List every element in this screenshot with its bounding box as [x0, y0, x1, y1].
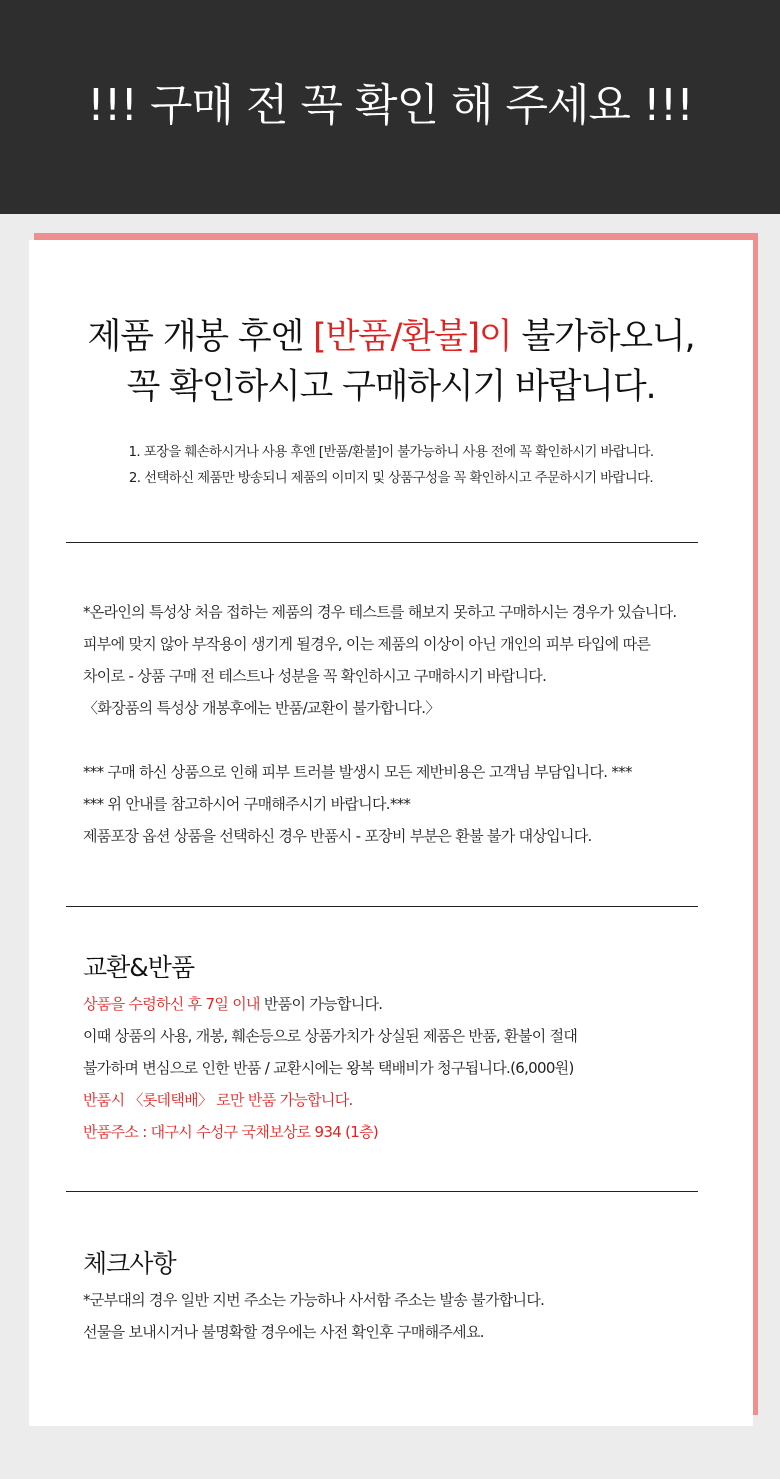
- note-item: 1. 포장을 훼손하시거나 사용 후엔 [반품/환불]이 불가능하니 사용 전에 꼭 확인하시기 바랍니다.: [128, 445, 654, 460]
- headline-line-2: 꼭 확인하시고 구매하시기 바랍니다.: [126, 367, 656, 407]
- note-item: 2. 선택하신 제품만 방송되니 제품의 이미지 및 상품구성을 꼭 확인하시고 주문하시기 바랍니다.: [128, 471, 654, 486]
- caution-line: 피부에 맞지 않아 부작용이 생기게 될경우, 이는 제품의 이상이 아닌 개인의 피부 타입에 따른: [83, 635, 651, 653]
- check-line: 선물을 보내시거나 불명확할 경우에는 사전 확인후 구매해주세요.: [83, 1323, 484, 1341]
- exchange-line: [83, 988, 723, 1020]
- exchange-highlight: 상품을 수령하신 후 7일 이내: [83, 995, 260, 1013]
- divider: [66, 906, 698, 907]
- check-line: *군부대의 경우 일반 지번 주소는 가능하나 사서함 주소는 발송 불가합니다.: [83, 1291, 545, 1309]
- headline-highlight: [반품/환불]이: [312, 317, 512, 357]
- exchange-courier: 반품시 〈롯데택배〉 로만 반품 가능합니다.: [83, 1091, 353, 1109]
- notice-card: [29, 240, 753, 1426]
- exchange-block: [83, 988, 723, 1148]
- check-block: [83, 1284, 723, 1348]
- check-title: 체크사항: [83, 1249, 176, 1278]
- header-banner: [0, 0, 780, 214]
- caution-line: 〈화장품의 특성상 개봉후에는 반품/교환이 불가합니다.〉: [83, 699, 440, 717]
- caution-block: [83, 596, 723, 852]
- exchange-line: 이때 상품의 사용, 개봉, 훼손등으로 상품가치가 상실된 제품은 반품, 환불이 절대: [83, 1027, 578, 1045]
- exchange-address: 반품주소 : 대구시 수성구 국채보상로 934 (1층): [83, 1123, 379, 1141]
- exchange-line: 불가하며 변심으로 인한 반품 / 교환시에는 왕복 택배비가 청구됩니다.(6,000원): [83, 1059, 574, 1077]
- headline: [29, 312, 753, 412]
- divider: [66, 1191, 698, 1192]
- headline-text: 제품 개봉 후엔: [87, 317, 313, 357]
- caution-line: *온라인의 특성상 처음 접하는 제품의 경우 테스트를 해보지 못하고 구매하시는 경우가 있습니다.: [83, 603, 677, 621]
- headline-line-1: [29, 312, 753, 362]
- caution-line: *** 위 안내를 참고하시어 구매해주시기 바랍니다.***: [83, 795, 411, 813]
- caution-line: 제품포장 옵션 상품을 선택하신 경우 반품시 - 포장비 부분은 환불 불가 대상입니다.: [83, 827, 592, 845]
- caution-line: *** 구매 하신 상품으로 인해 피부 트러블 발생시 모든 제반비용은 고객님 부담입니다. ***: [83, 763, 632, 781]
- headline-text-after: 불가하오니,: [511, 317, 695, 357]
- divider: [66, 542, 698, 543]
- exchange-title: 교환&반품: [83, 953, 195, 982]
- header-title: !!! 구매 전 꼭 확인 해 주세요 !!!: [87, 80, 693, 131]
- notes-list: [29, 440, 753, 492]
- caution-line: 차이로 - 상품 구매 전 테스트나 성분을 꼭 확인하시고 구매하시기 바랍니다.: [83, 667, 547, 685]
- exchange-text: 반품이 가능합니다.: [259, 995, 383, 1013]
